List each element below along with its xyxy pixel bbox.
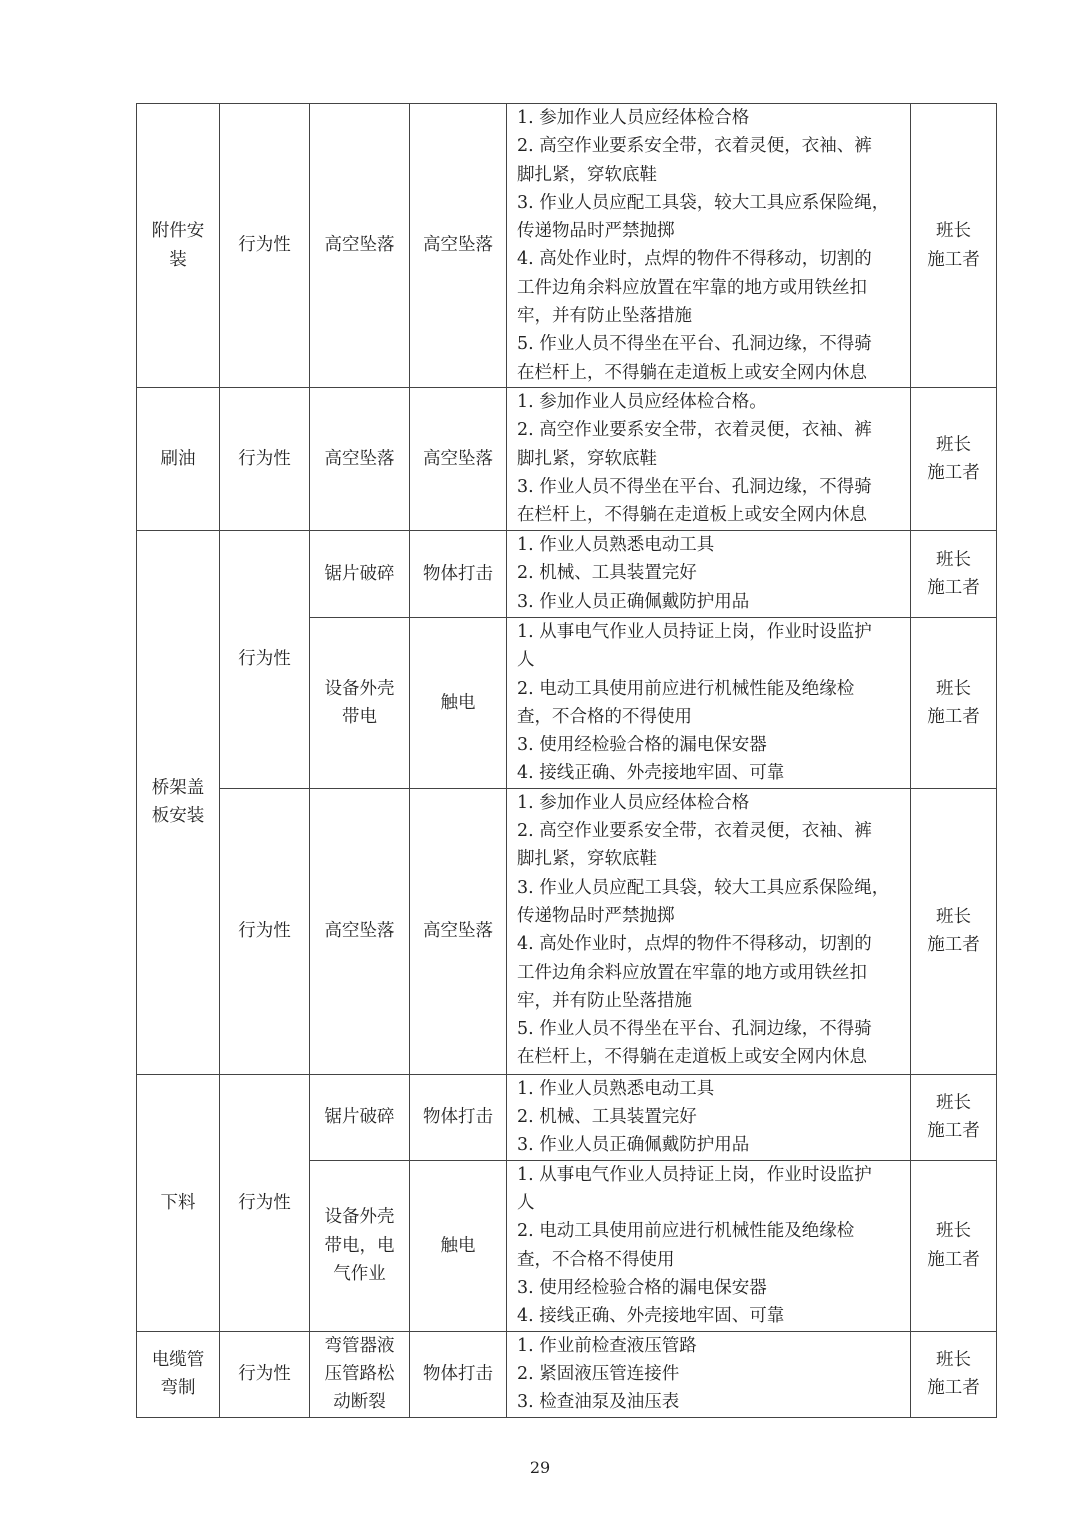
text-line: 4. 接线正确、外壳接地牢固、可靠 <box>517 763 785 784</box>
control-measures-cell <box>507 531 911 618</box>
text-line: 施工者 <box>927 578 980 598</box>
work-item-cell <box>137 531 220 1075</box>
accident-type-cell: 物体打击 <box>410 531 507 618</box>
text-line: 4. 高处作业时，点焊的物件不得移动，切割的 <box>517 934 872 955</box>
text-line: 在栏杆上，不得躺在走道板上或安全网内休息 <box>517 362 867 383</box>
text-line: 1. 作业人员熟悉电动工具 <box>517 1078 715 1099</box>
table-row <box>137 388 997 531</box>
table-row <box>137 788 997 1074</box>
accident-type-cell: 高空坠落 <box>410 104 507 388</box>
text-line: 2. 机械、工具装置完好 <box>517 563 697 584</box>
hazard-factor-cell <box>310 618 410 789</box>
hazard-type-cell: 行为性 <box>220 104 310 388</box>
text-line: 1. 从事电气作业人员持证上岗，作业时设监护 <box>517 1164 872 1185</box>
control-measures-cell <box>507 104 911 388</box>
text-line: 脚扎紧，穿软底鞋 <box>517 849 657 870</box>
text-line: 附件安 <box>151 221 205 242</box>
text-line: 2. 高空作业要系安全带，衣着灵便，衣袖、裤 <box>517 821 872 842</box>
accident-type-cell: 高空坠落 <box>410 788 507 1074</box>
text-line: 1. 参加作业人员应经体检合格 <box>517 792 750 813</box>
text-line: 3. 作业人员应配工具袋，较大工具应系保险绳， <box>517 192 890 213</box>
hazard-factor-cell: 锯片破碎 <box>310 1074 410 1160</box>
text-line: 3. 使用经检验合格的漏电保安器 <box>517 1277 767 1298</box>
hazard-type-cell: 行为性 <box>220 1074 310 1331</box>
text-line: 3. 使用经检验合格的漏电保安器 <box>517 735 767 756</box>
text-line: 1. 参加作业人员应经体检合格。 <box>517 392 767 412</box>
text-line: 牢，并有防止坠落措施 <box>517 306 692 327</box>
work-item-cell <box>137 104 220 388</box>
text-line: 1. 作业人员熟悉电动工具 <box>517 535 715 555</box>
text-line: 班长 <box>936 1092 971 1113</box>
hazard-type-cell: 行为性 <box>220 531 310 789</box>
control-measures-cell <box>507 618 911 789</box>
table-row <box>137 1074 997 1160</box>
text-line: 在栏杆上，不得躺在走道板上或安全网内休息 <box>517 505 867 526</box>
responsible-cell <box>911 1331 997 1417</box>
responsible-cell <box>911 388 997 531</box>
accident-type-cell: 触电 <box>410 618 507 789</box>
text-line: 电缆管 <box>151 1349 205 1370</box>
responsible-cell <box>911 788 997 1074</box>
text-line: 桥架盖 <box>151 778 205 799</box>
control-measures-cell <box>507 1074 911 1160</box>
text-line: 班长 <box>936 1349 971 1370</box>
responsible-cell <box>911 1160 997 1331</box>
text-line: 2. 电动工具使用前应进行机械性能及绝缘检 <box>517 678 855 699</box>
accident-type-cell: 物体打击 <box>410 1331 507 1417</box>
text-line: 班长 <box>936 434 971 455</box>
text-line: 5. 作业人员不得坐在平台、孔洞边缘，不得骑 <box>517 334 872 355</box>
text-line: 3. 作业人员正确佩戴防护用品 <box>517 1135 750 1156</box>
hazard-factor-cell <box>310 1160 410 1331</box>
hazard-factor-cell: 锯片破碎 <box>310 531 410 618</box>
text-line: 班长 <box>936 221 971 242</box>
hazard-factor-cell: 高空坠落 <box>310 788 410 1074</box>
text-line: 刷油 <box>160 448 196 469</box>
hazard-type-cell: 行为性 <box>220 1331 310 1417</box>
text-line: 查，不合格的不得使用 <box>517 706 692 727</box>
text-line: 班长 <box>936 549 971 570</box>
text-line: 4. 高处作业时，点焊的物件不得移动，切割的 <box>517 249 872 270</box>
text-line: 人 <box>517 650 535 671</box>
work-item-cell <box>137 1074 220 1331</box>
text-line: 5. 作业人员不得坐在平台、孔洞边缘，不得骑 <box>517 1019 872 1040</box>
text-line: 3. 检查油泵及油压表 <box>517 1392 680 1413</box>
hazard-table <box>136 103 997 1418</box>
hazard-factor-cell <box>310 1331 410 1417</box>
text-line: 弯管器液 <box>324 1335 395 1356</box>
text-line: 在栏杆上，不得躺在走道板上或安全网内休息 <box>517 1047 867 1068</box>
control-measures-cell <box>507 388 911 531</box>
text-line: 装 <box>169 249 187 270</box>
responsible-cell <box>911 531 997 618</box>
table-row <box>137 104 997 388</box>
text-line: 查，不合格不得使用 <box>517 1249 675 1270</box>
hazard-factor-cell: 高空坠落 <box>310 388 410 531</box>
work-item-cell <box>137 388 220 531</box>
text-line: 气作业 <box>333 1263 386 1284</box>
control-measures-cell <box>507 1160 911 1331</box>
table-row <box>137 1331 997 1417</box>
table-row <box>137 531 997 618</box>
text-line: 动断裂 <box>333 1392 386 1413</box>
text-line: 施工者 <box>927 935 980 956</box>
text-line: 3. 作业人员应配工具袋，较大工具应系保险绳， <box>517 877 890 898</box>
hazard-factor-cell: 高空坠落 <box>310 104 410 388</box>
text-line: 设备外壳 <box>324 678 395 699</box>
text-line: 2. 电动工具使用前应进行机械性能及绝缘检 <box>517 1221 855 1242</box>
responsible-cell <box>911 618 997 789</box>
text-line: 1. 参加作业人员应经体检合格 <box>517 108 750 128</box>
text-line: 3. 作业人员不得坐在平台、孔洞边缘，不得骑 <box>517 476 872 497</box>
text-line: 工件边角余料应放置在牢靠的地方或用铁丝扣 <box>517 962 867 983</box>
text-line: 1. 作业前检查液压管路 <box>517 1335 697 1356</box>
text-line: 施工者 <box>927 706 980 727</box>
text-line: 脚扎紧，穿软底鞋 <box>517 164 657 185</box>
responsible-cell <box>911 1074 997 1160</box>
accident-type-cell: 高空坠落 <box>410 388 507 531</box>
text-line: 班长 <box>936 906 971 927</box>
text-line: 施工者 <box>927 1378 980 1399</box>
text-line: 施工者 <box>927 1249 980 1270</box>
text-line: 3. 作业人员正确佩戴防护用品 <box>517 591 750 612</box>
text-line: 带电，电 <box>324 1235 395 1256</box>
text-line: 板安装 <box>151 806 205 827</box>
accident-type-cell: 触电 <box>410 1160 507 1331</box>
text-line: 班长 <box>936 678 971 699</box>
text-line: 脚扎紧，穿软底鞋 <box>517 448 657 469</box>
text-line: 施工者 <box>927 463 980 483</box>
text-line: 2. 机械、工具装置完好 <box>517 1107 697 1128</box>
text-line: 2. 高空作业要系安全带，衣着灵便，衣袖、裤 <box>517 420 872 441</box>
text-line: 班长 <box>936 1221 971 1242</box>
text-line: 传递物品时严禁抛掷 <box>517 905 675 926</box>
text-line: 弯制 <box>160 1378 196 1399</box>
control-measures-cell <box>507 788 911 1074</box>
text-line: 下料 <box>160 1192 196 1213</box>
control-measures-cell <box>507 1331 911 1417</box>
text-line: 带电 <box>342 706 377 727</box>
text-line: 牢，并有防止坠落措施 <box>517 990 692 1011</box>
accident-type-cell: 物体打击 <box>410 1074 507 1160</box>
text-line: 设备外壳 <box>324 1207 395 1228</box>
text-line: 2. 高空作业要系安全带，衣着灵便，衣袖、裤 <box>517 136 872 157</box>
text-line: 4. 接线正确、外壳接地牢固、可靠 <box>517 1306 785 1327</box>
responsible-cell <box>911 104 997 388</box>
hazard-type-cell: 行为性 <box>220 388 310 531</box>
text-line: 施工者 <box>927 1121 980 1142</box>
text-line: 工件边角余料应放置在牢靠的地方或用铁丝扣 <box>517 277 867 298</box>
hazard-type-cell: 行为性 <box>220 788 310 1074</box>
page-number: 29 <box>529 1458 551 1477</box>
text-line: 传递物品时严禁抛掷 <box>517 221 675 242</box>
work-item-cell <box>137 1331 220 1417</box>
text-line: 人 <box>517 1193 535 1214</box>
text-line: 1. 从事电气作业人员持证上岗，作业时设监护 <box>517 622 872 642</box>
text-line: 压管路松 <box>324 1364 395 1385</box>
text-line: 施工者 <box>927 249 980 270</box>
text-line: 2. 紧固液压管连接件 <box>517 1364 680 1385</box>
